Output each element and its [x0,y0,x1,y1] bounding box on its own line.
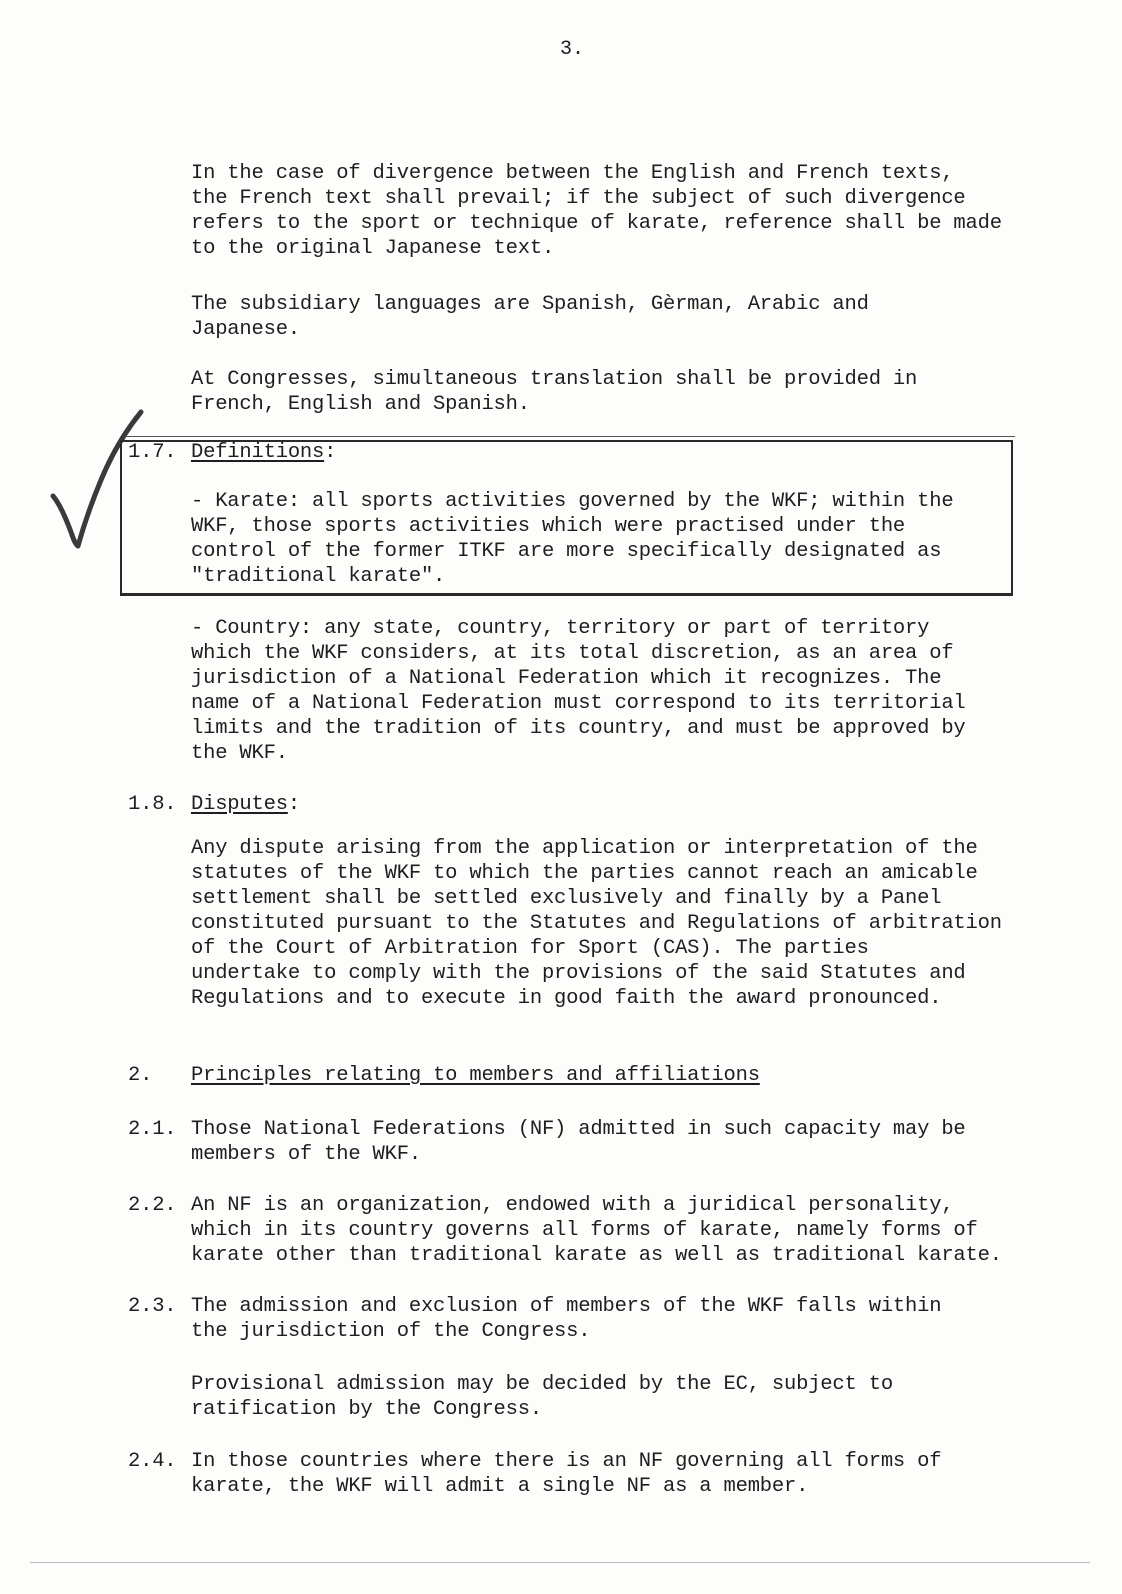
page-number: 3. [560,38,585,61]
language-divergence-paragraph: In the case of divergence between the English and French texts, the French text shall prevail; if the subject of such divergence refers to the sport or technique of karate, reference shall be made to the original Japanese text. [191,162,1002,260]
section-number-2-1: 2.1. [128,1118,177,1141]
disputes-heading-wrapper [191,792,300,817]
section-number-2-3: 2.3. [128,1295,177,1318]
disputes-paragraph: Any dispute arising from the application or interpretation of the statutes of the WKF to which the parties cannot reach an amicable settlement shall be settled exclusively and finally by a Panel constituted pursuant to the Statutes and Regulations of arbitration of the Court of Arbitration for Sport (CAS). The parties undertake to comply with the provisions of the said Statutes and Regulations and to execute in good faith the award pronounced. [191,837,1002,1010]
subsidiary-languages-paragraph: The subsidiary languages are Spanish, Gèrman, Arabic and Japanese. [191,293,869,341]
disputes-heading: Disputes [191,793,288,816]
section-number-1-8: 1.8. [128,793,177,816]
section-2-3-text: The admission and exclusion of members of the WKF falls within the jurisdiction of the Congress. [191,1295,942,1343]
section-2-2-text: An NF is an organization, endowed with a juridical personality, which in its country governs all forms of karate, namely forms of karate other than traditional karate as well as traditional karate. [191,1194,1002,1267]
section-2-1-text: Those National Federations (NF) admitted in such capacity may be members of the WKF. [191,1118,966,1166]
section-2-4-text: In those countries where there is an NF governing all forms of karate, the WKF will admit a single NF as a member. [191,1450,942,1498]
section-number-1-7: 1.7. [128,441,177,464]
definitions-heading-colon: : [324,441,337,464]
section-number-2-2: 2.2. [128,1194,177,1217]
section-number-2: 2. [128,1064,153,1087]
disputes-heading-colon: : [287,793,300,816]
provisional-admission-text: Provisional admission may be decided by the EC, subject to ratification by the Congress. [191,1373,893,1421]
box-top-rule [125,436,1015,437]
definitions-heading: Definitions [191,441,325,464]
principles-heading: Principles relating to members and affiliations [191,1064,760,1087]
karate-definition: - Karate: all sports activities governed by the WKF; within the WKF, those sports activities which were practised under the control of the former ITKF are more specifically designated as "traditional karate". [191,490,954,588]
country-definition: - Country: any state, country, territory or part of territory which the WKF considers, at its total discretion, as an area of jurisdiction of a National Federation which it recognizes. The name of a National Federation must correspond to its territorial limits and the tradition of its country, and must be approved by the WKF. [191,617,966,765]
section-number-2-4: 2.4. [128,1450,177,1473]
definitions-heading-wrapper [191,440,336,465]
congress-translation-paragraph: At Congresses, simultaneous translation shall be provided in French, English and Spanish. [191,368,918,416]
page-bottom-rule [30,1562,1090,1563]
